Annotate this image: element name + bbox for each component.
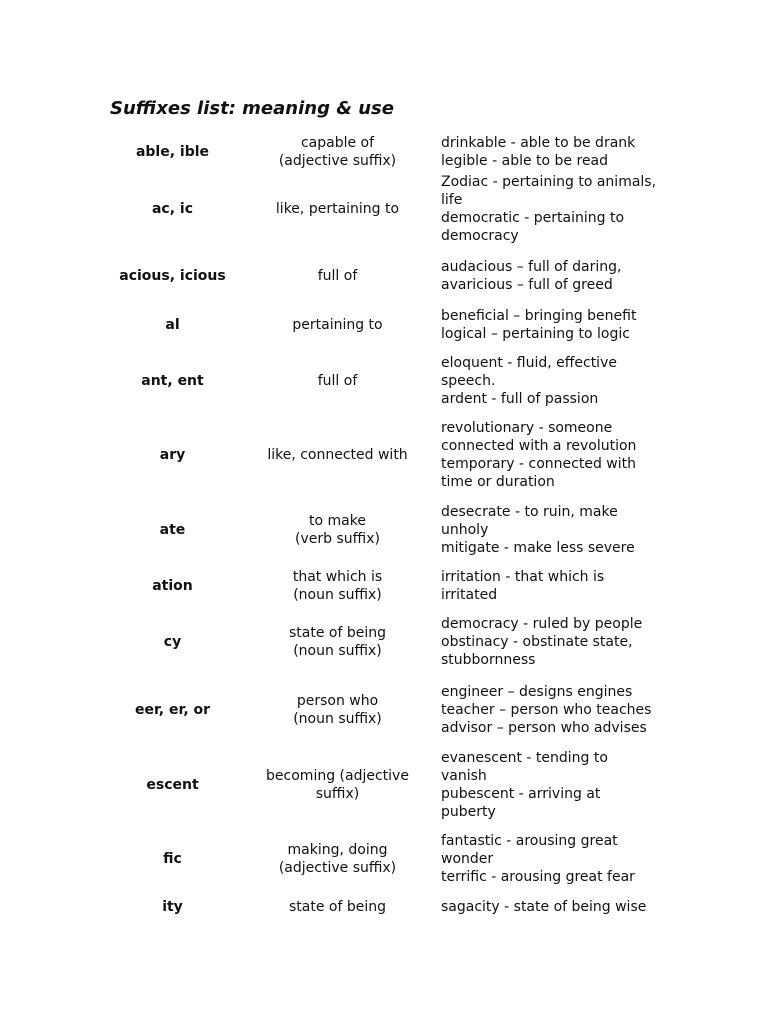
meaning-cell <box>255 841 420 877</box>
suffix-cell: fic <box>163 851 182 867</box>
examples-cell <box>441 683 681 737</box>
examples-cell <box>441 832 681 886</box>
examples-cell-line: mitigate - make less severe <box>441 540 635 556</box>
suffix-cell: acious, icious <box>119 268 226 284</box>
examples-cell-line: vanish <box>441 768 487 784</box>
meaning-cell-line: like, pertaining to <box>275 201 400 217</box>
examples-cell <box>441 354 681 408</box>
meaning-cell <box>255 200 420 218</box>
examples-cell-line: teacher – person who teaches <box>441 702 652 718</box>
examples-cell-line: terrific - arousing great fear <box>441 869 635 885</box>
examples-cell-line: speech. <box>441 373 496 389</box>
examples-cell <box>441 258 681 294</box>
meaning-cell-line: (noun suffix) <box>293 587 382 603</box>
meaning-cell-line: pertaining to <box>292 317 383 333</box>
meaning-cell-line: (noun suffix) <box>293 711 382 727</box>
meaning-cell <box>255 134 420 170</box>
suffix-cell: ation <box>152 578 193 594</box>
examples-cell-line: democracy - ruled by people <box>441 616 643 632</box>
meaning-cell-line: (noun suffix) <box>293 643 382 659</box>
meaning-cell <box>255 568 420 604</box>
suffix-cell: ant, ent <box>141 373 204 389</box>
examples-cell-line: engineer – designs engines <box>441 684 633 700</box>
meaning-cell-line: becoming (adjective <box>266 768 409 784</box>
examples-cell-line: wonder <box>441 851 494 867</box>
examples-cell-line: temporary - connected with <box>441 456 636 472</box>
page-title: Suffixes list: meaning & use <box>110 98 394 119</box>
examples-cell-line: desecrate - to ruin, make <box>441 504 618 520</box>
meaning-cell <box>255 267 420 285</box>
suffix-cell: able, ible <box>135 144 210 160</box>
examples-cell-line: obstinacy - obstinate state, <box>441 634 633 650</box>
examples-cell-line: evanescent - tending to <box>441 750 608 766</box>
meaning-cell-line: (adjective suffix) <box>278 860 397 876</box>
suffix-cell: al <box>165 317 180 333</box>
meaning-cell-line: suffix) <box>315 786 360 802</box>
examples-cell <box>441 134 681 170</box>
suffix-cell: ac, ic <box>151 201 194 217</box>
examples-cell-line: pubescent - arriving at <box>441 786 601 802</box>
examples-cell-line: legible - able to be read <box>441 153 609 169</box>
meaning-cell-line: that which is <box>292 569 383 585</box>
meaning-cell-line: full of <box>317 268 358 284</box>
examples-cell-line: irritated <box>441 587 498 603</box>
meaning-cell <box>255 446 420 464</box>
meaning-cell-line: (verb suffix) <box>295 531 380 547</box>
examples-cell-line: fantastic - arousing great <box>441 833 618 849</box>
examples-cell-line: drinkable - able to be drank <box>441 135 636 151</box>
meaning-cell <box>255 624 420 660</box>
examples-cell-line: democracy <box>441 228 519 244</box>
examples-cell-line: time or duration <box>441 474 555 490</box>
examples-cell-line: revolutionary - someone <box>441 420 613 436</box>
meaning-cell-line: full of <box>317 373 358 389</box>
suffix-cell: eer, er, or <box>134 702 211 718</box>
examples-cell-line: life <box>441 192 463 208</box>
examples-cell-line: eloquent - fluid, effective <box>441 355 617 371</box>
suffix-cell: ate <box>159 522 186 538</box>
examples-cell-line: ardent - full of passion <box>441 391 599 407</box>
meaning-cell-line: state of being <box>288 899 386 915</box>
examples-cell <box>441 503 681 557</box>
examples-cell <box>441 615 681 669</box>
examples-cell-line: sagacity - state of being wise <box>441 899 647 915</box>
examples-cell-line: puberty <box>441 804 496 820</box>
examples-cell-line: connected with a revolution <box>441 438 637 454</box>
examples-cell <box>441 898 681 916</box>
meaning-cell <box>255 767 420 803</box>
meaning-cell <box>255 898 420 916</box>
examples-cell-line: irritation - that which is <box>441 569 605 585</box>
suffix-cell: escent <box>146 777 199 793</box>
examples-cell-line: democratic - pertaining to <box>441 210 625 226</box>
meaning-cell <box>255 512 420 548</box>
meaning-cell-line: capable of <box>300 135 375 151</box>
examples-cell <box>441 307 681 343</box>
meaning-cell <box>255 372 420 390</box>
examples-cell-line: audacious – full of daring, <box>441 259 622 275</box>
examples-cell-line: advisor – person who advises <box>441 720 647 736</box>
meaning-cell <box>255 692 420 728</box>
examples-cell-line: stubbornness <box>441 652 536 668</box>
meaning-cell-line: making, doing <box>287 842 388 858</box>
examples-cell-line: avaricious – full of greed <box>441 277 613 293</box>
suffix-cell: ary <box>159 447 186 463</box>
suffix-cell: cy <box>163 634 182 650</box>
meaning-cell-line: (adjective suffix) <box>278 153 397 169</box>
meaning-cell-line: to make <box>309 513 366 529</box>
examples-cell-line: unholy <box>441 522 489 538</box>
meaning-cell-line: like, connected with <box>267 447 408 463</box>
meaning-cell <box>255 316 420 334</box>
suffix-cell: ity <box>162 899 183 915</box>
examples-cell <box>441 568 681 604</box>
examples-cell-line: Zodiac - pertaining to animals, <box>441 174 657 190</box>
examples-cell-line: logical – pertaining to logic <box>441 326 630 342</box>
meaning-cell-line: state of being <box>288 625 386 641</box>
examples-cell <box>441 173 681 245</box>
examples-cell <box>441 749 681 821</box>
examples-cell-line: beneficial – bringing benefit <box>441 308 637 324</box>
examples-cell <box>441 419 681 491</box>
meaning-cell-line: person who <box>296 693 379 709</box>
